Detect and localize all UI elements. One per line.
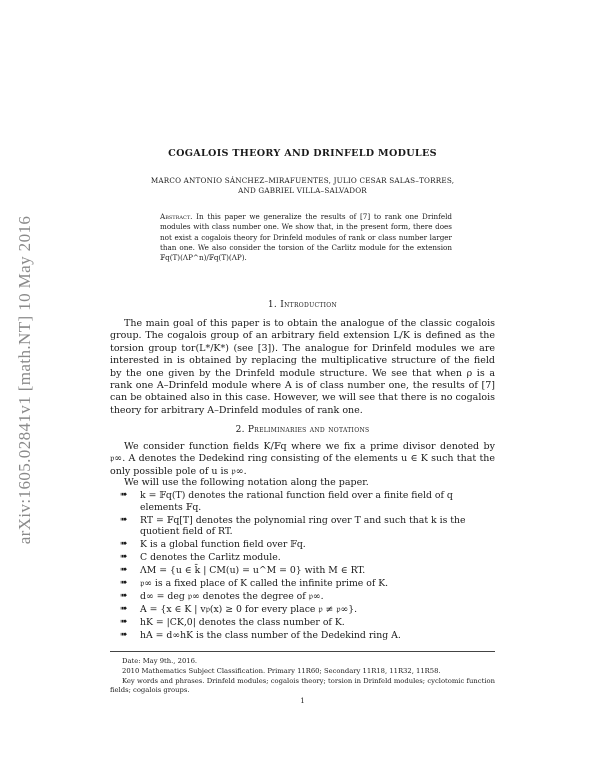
- footnote-divider: [110, 651, 495, 652]
- right-arrow-bullet-icon: ➠: [120, 578, 128, 589]
- right-arrow-bullet-icon: ➠: [120, 565, 128, 576]
- notation-intro: We will use the following notation along the paper.: [124, 477, 369, 488]
- introduction-paragraph: The main goal of this paper is to obtain the analogue of the classic cogalois group. The cogalois group of an arbitrary field extension L/K is defined as the torsion group tor(L*/K*) (see [3]). The analogue for Drinfeld modules we are interested in is obtained by replacing the multiplicative structure of the field by the one given by the Drinfeld module structure. We see that when ρ is a rank one A–Drinfeld module where A is of class number one, the results of [7] can be obtained also in this case. However, we will see that there is no cogalois theory for arbitrary A–Drinfeld modules of rank one.: [110, 318, 495, 416]
- list-item: ➠ C denotes the Carlitz module.: [120, 552, 281, 564]
- arxiv-stamp-text: arXiv:1605.02841v1 [math.NT] 10 May 2016: [15, 215, 34, 545]
- preliminaries-paragraph: We consider function fields K/𝔽q where we fix a prime divisor denoted by 𝔭∞. A denotes the Dedekind ring consisting of the elements u ∈ K such that the only possible pole of u is 𝔭∞.: [110, 441, 495, 477]
- list-item: ➠ hA = d∞hK is the class number of the Dedekind ring A.: [120, 630, 401, 642]
- footnote-keywords: Key words and phrases. Drinfeld modules; cogalois theory; torsion in Drinfeld modules; cyclotomic function fields; cogalois groups.: [110, 677, 495, 695]
- list-item: ➠ ΛM = {u ∈ k̄ | CM(u) = u^M = 0} with M ∈ RT.: [120, 565, 366, 577]
- right-arrow-bullet-icon: ➠: [120, 591, 128, 602]
- paper-title: COGALOIS THEORY AND DRINFELD MODULES: [168, 148, 437, 159]
- footnote-msc: 2010 Mathematics Subject Classification. Primary 11R60; Secondary 11R18, 11R32, 11R58.: [122, 667, 441, 675]
- list-item: ➠ A = {x ∈ K | v𝔭(x) ≥ 0 for every place 𝔭 ≠ 𝔭∞}.: [120, 604, 358, 616]
- section-heading-preliminaries: 2. Preliminaries and notations: [235, 425, 370, 435]
- list-item: ➠ hK = |CK,0| denotes the class number of K.: [120, 617, 345, 629]
- right-arrow-bullet-icon: ➠: [120, 552, 128, 563]
- list-item: ➠ d∞ = deg 𝔭∞ denotes the degree of 𝔭∞.: [120, 591, 324, 603]
- notation-list: [110, 490, 495, 643]
- arxiv-stamp: [8, 160, 42, 600]
- list-item: ➠ 𝔭∞ is a fixed place of K called the infinite prime of K.: [120, 578, 389, 590]
- author-list: [110, 176, 495, 196]
- right-arrow-bullet-icon: ➠: [120, 604, 128, 615]
- abstract-text: In this paper we generalize the results of [7] to rank one Drinfeld modules with class number one. We show that, in the present form, there does not exist a cogalois theory for Drinfeld modules of rank or class number larger than one. We also consider the torsion of the Carlitz module for the extension 𝔽q(T)(ΛP^n)/𝔽q(T)(ΛP).: [160, 212, 452, 263]
- author-line-1: MARCO ANTONIO SÁNCHEZ–MIRAFUENTES, JULIO CESAR SALAS–TORRES,: [150, 176, 455, 185]
- list-item: ➠ RT = 𝔽q[T] denotes the polynomial ring over T and such that k is the quotient field of RT.: [120, 514, 466, 538]
- right-arrow-bullet-icon: ➠: [120, 490, 128, 500]
- right-arrow-bullet-icon: ➠: [120, 514, 128, 525]
- list-item: ➠ k = 𝔽q(T) denotes the rational function field over a finite field of q elements 𝔽q.: [120, 490, 453, 513]
- list-item: ➠ K is a global function field over 𝔽q.: [120, 539, 306, 551]
- footnote-date: Date: May 9th., 2016.: [122, 657, 198, 665]
- abstract: [160, 212, 452, 263]
- author-line-2: AND GABRIEL VILLA–SALVADOR: [238, 186, 367, 195]
- right-arrow-bullet-icon: ➠: [120, 539, 128, 550]
- page-number: 1: [300, 697, 305, 705]
- abstract-label: Abstract.: [160, 212, 193, 221]
- section-heading-introduction: 1. Introduction: [267, 300, 338, 310]
- right-arrow-bullet-icon: ➠: [120, 630, 128, 641]
- right-arrow-bullet-icon: ➠: [120, 617, 128, 628]
